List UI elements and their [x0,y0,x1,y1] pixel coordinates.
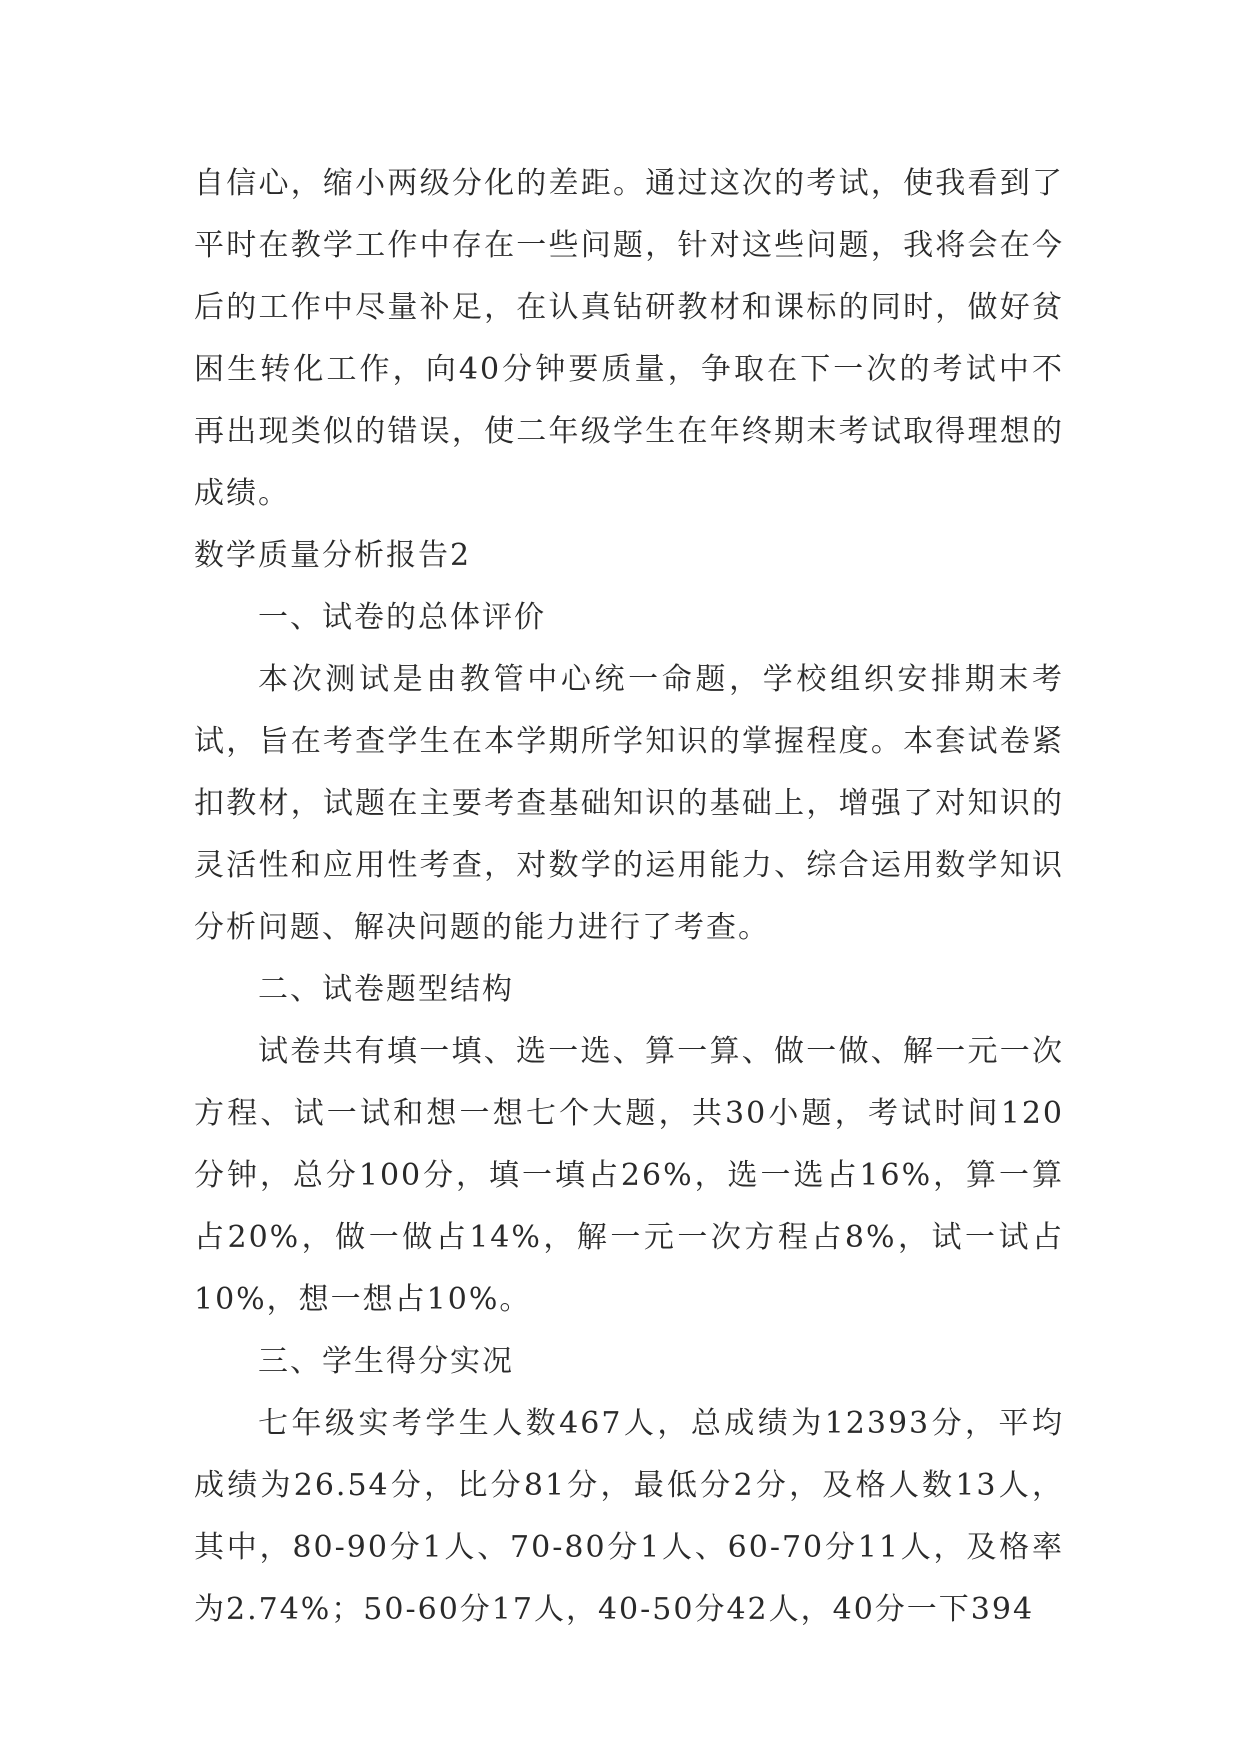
section-heading-question-structure: 二、试卷题型结构 [258,972,514,1007]
report-title: 数学质量分析报告2 [194,538,472,573]
paragraph-student-scores: 七年级实考学生人数467人，总成绩为12393分，平均成绩为26.54分，比分81分，最低分2分，及格人数13人，其中，80-90分1人、70-80分1人、60-70分11人，及格率为2.74%；50-60分17人，40-50分42人，40分一下394 [194,1406,1064,1627]
section-heading-student-scores: 三、学生得分实况 [258,1344,514,1379]
section-heading-overall-evaluation: 一、试卷的总体评价 [258,600,546,635]
paragraph-overall-evaluation: 本次测试是由教管中心统一命题，学校组织安排期末考试，旨在考查学生在本学期所学知识的掌握程度。本套试卷紧扣教材，试题在主要考查基础知识的基础上，增强了对知识的灵活性和应用性考查，对数学的运用能力、综合运用数学知识分析问题、解决问题的能力进行了考查。 [194,662,1064,945]
document-body [194,153,1064,1641]
paragraph-continued: 自信心，缩小两级分化的差距。通过这次的考试，使我看到了平时在教学工作中存在一些问题，针对这些问题，我将会在今后的工作中尽量补足，在认真钻研教材和课标的同时，做好贫困生转化工作，向40分钟要质量，争取在下一次的考试中不再出现类似的错误，使二年级学生在年终期末考试取得理想的成绩。 [194,166,1064,511]
paragraph-question-structure: 试卷共有填一填、选一选、算一算、做一做、解一元一次方程、试一试和想一想七个大题，共30小题，考试时间120分钟，总分100分，填一填占26%，选一选占16%，算一算占20%，做一做占14%，解一元一次方程占8%，试一试占10%，想一想占10%。 [194,1034,1064,1317]
